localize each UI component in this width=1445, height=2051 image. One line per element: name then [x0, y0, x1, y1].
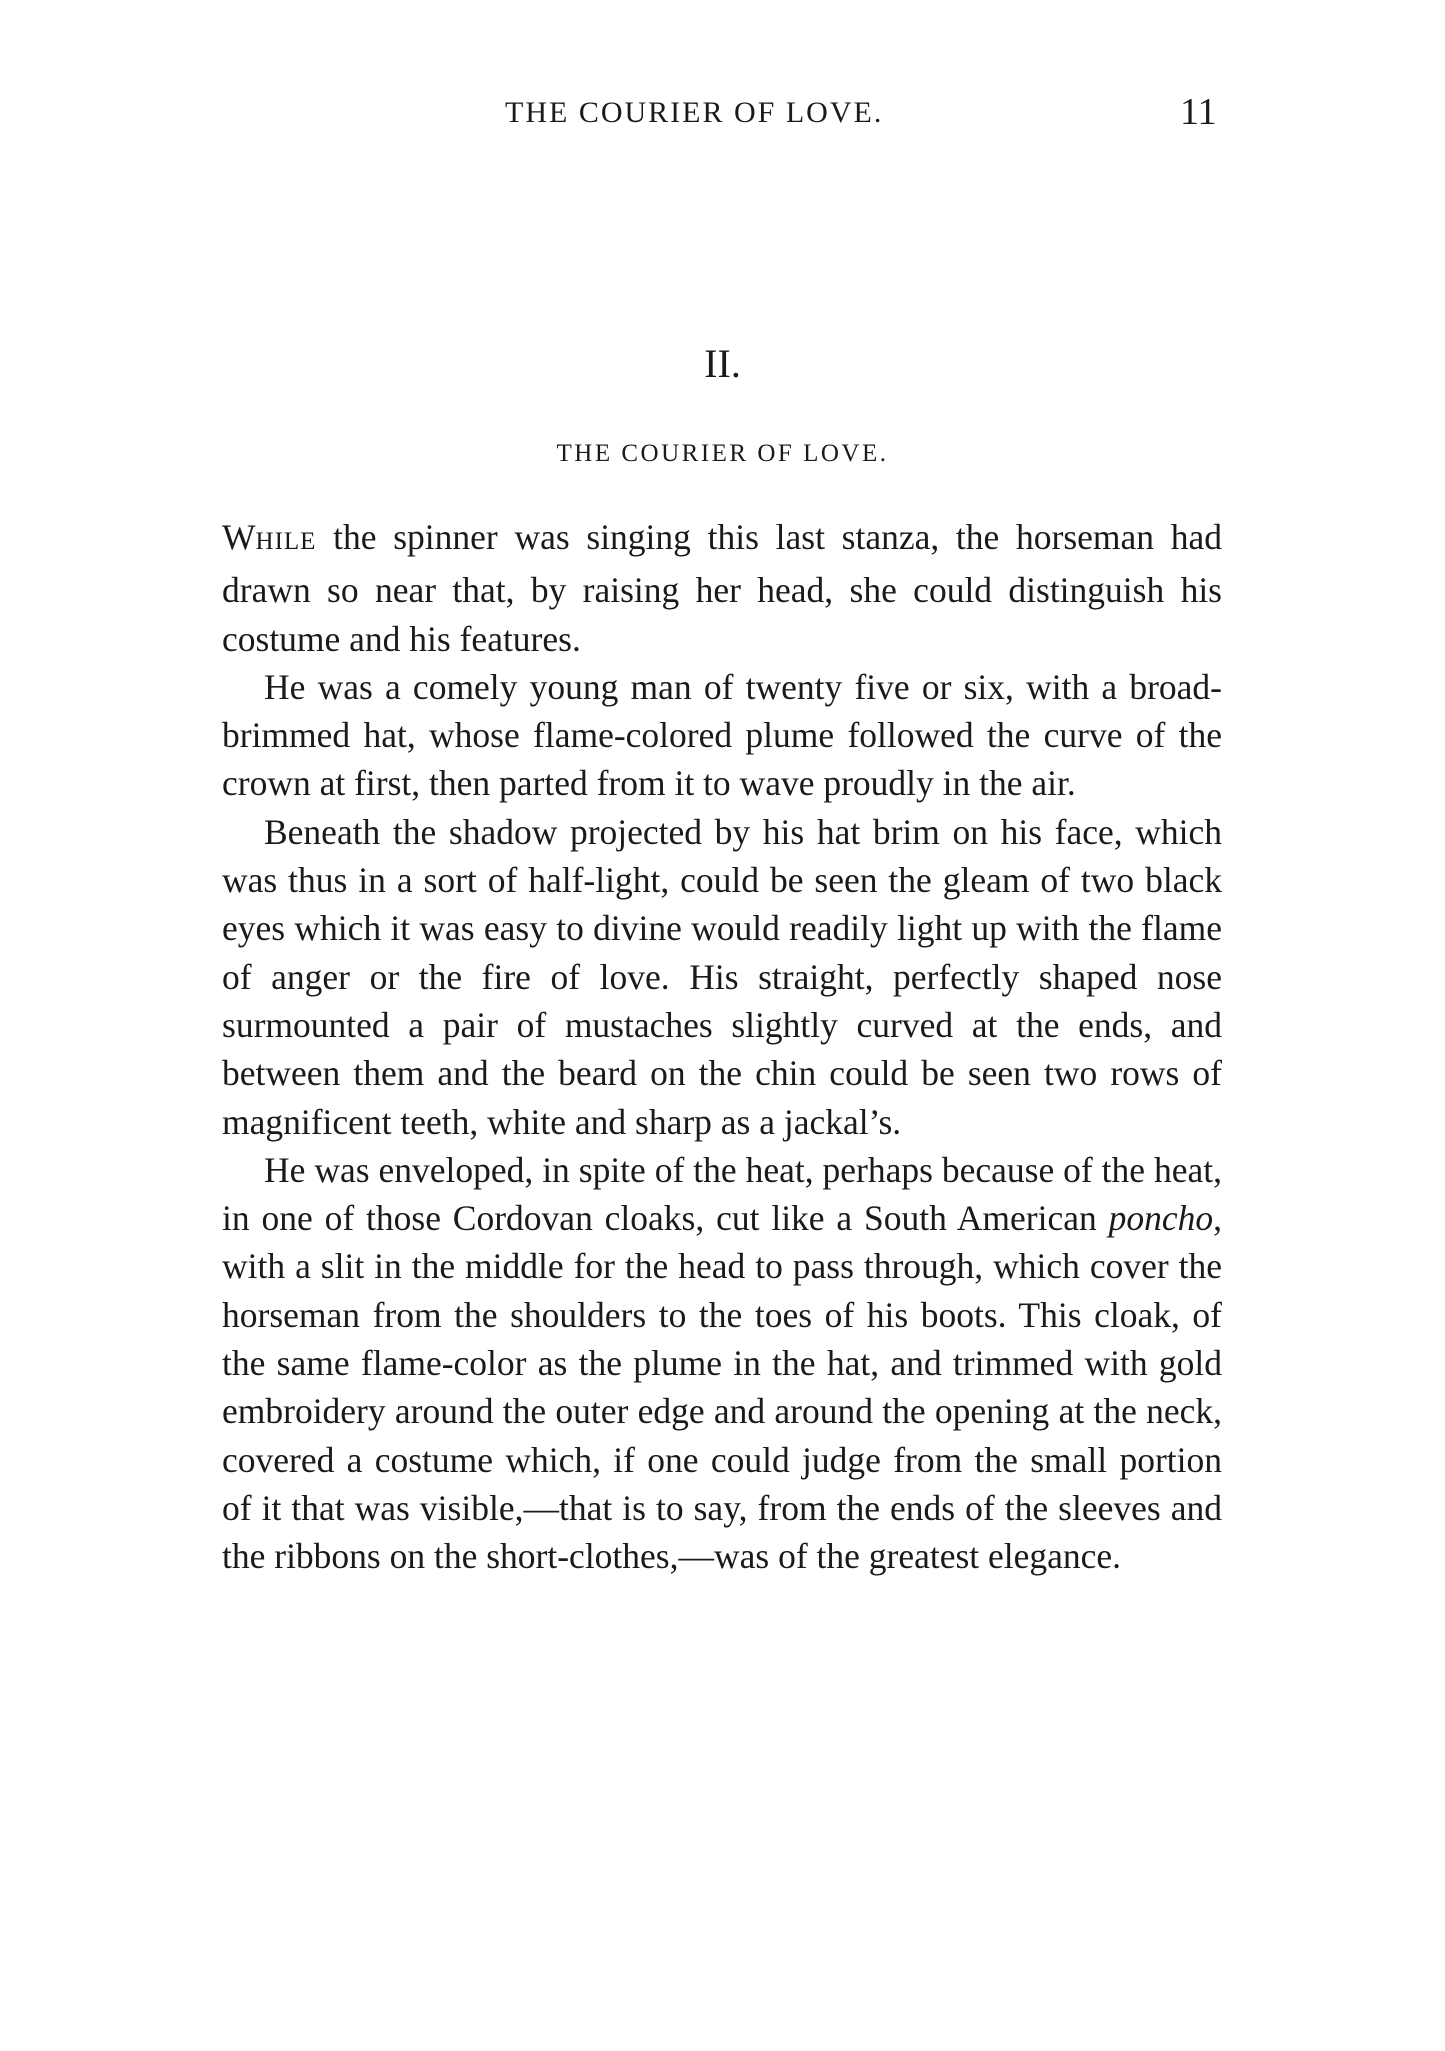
small-caps-word: HILE	[255, 528, 317, 555]
paragraph-1-text: the spinner was singing this last stanza, the horseman had drawn so near that, by raising her head, she could distinguish his costume and his features.	[222, 517, 1222, 659]
chapter-number: II.	[704, 341, 741, 386]
paragraph-3: Beneath the shadow projected by his hat brim on his face, which was thus in a sort of half-light, could be seen the gleam of two black eyes which it was easy to divine would readily light up with the flame of anger or the fire of love. His straight, perfectly shaped nose surmounted a pair of mustaches slightly curved at the ends, and between them and the beard on the chin could be seen two rows of magnificent teeth, white and sharp as a jackal’s.	[222, 811, 1222, 1142]
paragraph-4	[222, 1146, 1222, 1581]
paragraph-2: He was a comely young man of twenty five or six, with a broad-brimmed hat, whose flame-colored plume followed the curve of the crown at first, then parted from it to wave proudly in the air.	[222, 666, 1222, 804]
page-number: 11	[1180, 91, 1217, 133]
paragraph-4-text-end: , with a slit in the middle for the head to pass through, which cover the horseman from the shoulders to the toes of his boots. This cloak, of the same flame-color as the plume in the hat, and trimmed with gold embroidery around the outer edge and around the opening at the neck, covered a costume which, if one could judge from the small portion of it that was visible,—that is to say, from the ends of the sleeves and the ribbons on the short-clothes,—was of the greatest elegance.	[222, 1198, 1222, 1577]
drop-initial: W	[222, 517, 256, 557]
paragraph-1	[222, 513, 1222, 663]
body-text	[222, 513, 1222, 1581]
italic-word-poncho: poncho	[1108, 1198, 1214, 1239]
chapter-title: THE COURIER OF LOVE.	[556, 440, 889, 467]
paragraph-4-text-start: He was enveloped, in spite of the heat, perhaps because of the heat, in one of those Cordovan cloaks, cut like a South American	[222, 1149, 1222, 1239]
running-header: THE COURIER OF LOVE.	[505, 96, 884, 129]
